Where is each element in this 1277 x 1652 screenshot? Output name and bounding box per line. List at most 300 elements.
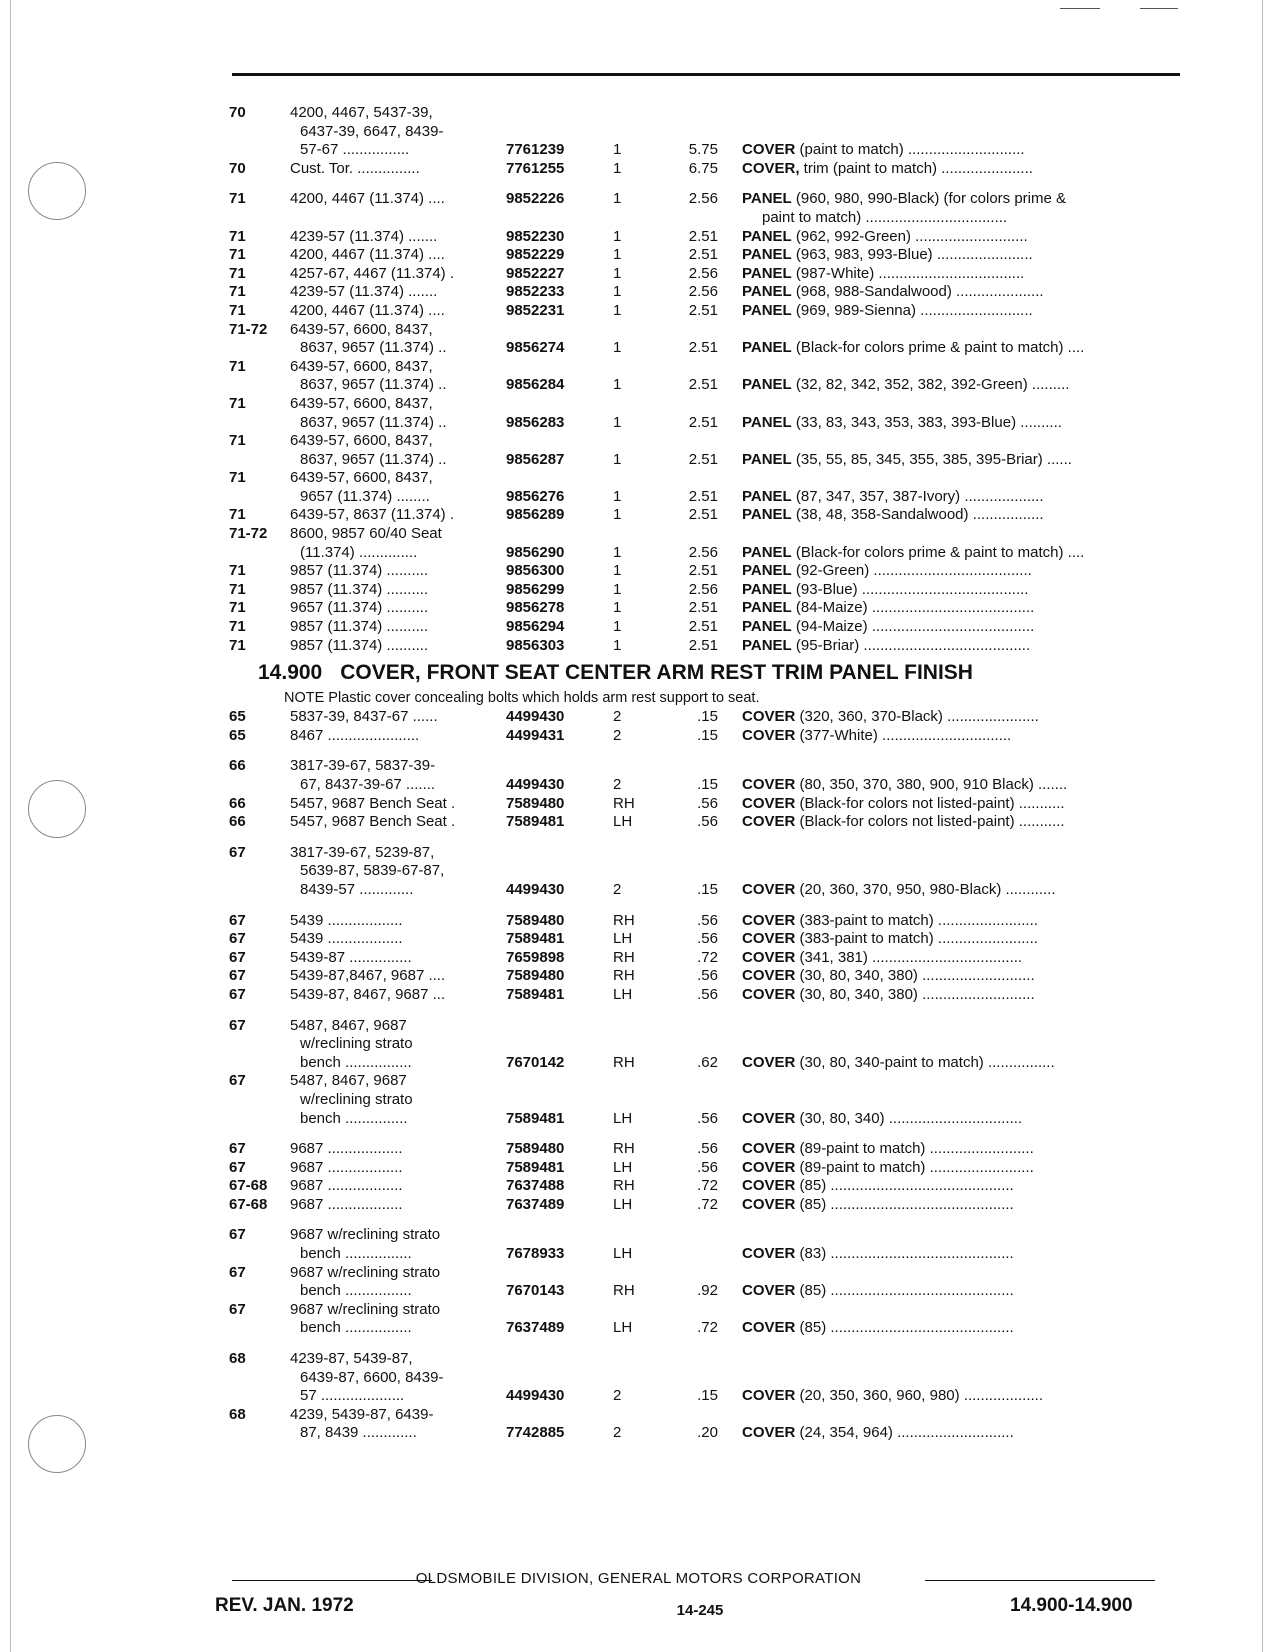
description-keyword: PANEL xyxy=(742,190,792,208)
row-spacer xyxy=(0,900,1277,912)
ref-number: 65 xyxy=(229,726,246,744)
table-row xyxy=(0,469,1277,488)
quantity: RH xyxy=(613,967,635,985)
model-numbers: Cust. Tor. ............... xyxy=(290,159,420,177)
description-text: (92-Green) ...................................... xyxy=(791,562,1032,580)
price: 2.51 xyxy=(688,413,718,431)
description xyxy=(742,1245,1180,1263)
description-keyword: COVER xyxy=(742,1053,796,1071)
model-numbers: 67, 8437-39-67 ....... xyxy=(300,776,436,793)
description-text: (32, 82, 342, 352, 382, 392-Green) ......... xyxy=(791,376,1070,394)
table-row xyxy=(0,637,1277,656)
price: 2.51 xyxy=(688,339,718,357)
quantity: LH xyxy=(613,1195,633,1213)
price: 2.51 xyxy=(688,376,718,394)
table-row xyxy=(0,1369,1277,1388)
part-number: 9852233 xyxy=(506,283,565,301)
part-number: 4499430 xyxy=(506,776,565,793)
description-text: (85) ............................................ xyxy=(795,1195,1014,1213)
part-number: 9856274 xyxy=(506,339,565,357)
cover-parts-table xyxy=(0,708,1277,1443)
part-number: 9852226 xyxy=(506,190,565,208)
price: .56 xyxy=(697,1109,718,1127)
description-keyword: COVER xyxy=(742,948,796,966)
description-keyword: COVER xyxy=(742,141,796,159)
ref-number: 71 xyxy=(229,562,246,580)
ref-number: 67-68 xyxy=(229,1177,268,1195)
table-row xyxy=(0,967,1277,986)
description-text: trim (paint to match) ...................... xyxy=(799,159,1033,177)
price: 2.51 xyxy=(688,636,718,654)
model-numbers: 5439-87 ............... xyxy=(290,948,412,966)
description-text: (20, 360, 370, 950, 980-Black) ............ xyxy=(795,880,1056,898)
table-row xyxy=(0,581,1277,600)
part-number: 9856278 xyxy=(506,599,565,617)
quantity: RH xyxy=(613,1177,635,1195)
description xyxy=(742,1387,1180,1405)
ref-number: 71-72 xyxy=(229,525,268,543)
table-row xyxy=(0,949,1277,968)
price: .72 xyxy=(697,948,718,966)
description xyxy=(742,376,1180,394)
quantity: 2 xyxy=(613,1424,622,1442)
model-numbers: 6439-57, 6600, 8437, xyxy=(290,357,433,375)
table-row xyxy=(0,339,1277,358)
model-numbers: 5487, 8467, 9687 xyxy=(290,1072,407,1090)
price: 2.51 xyxy=(688,599,718,617)
description-text: (969, 989-Sienna) ........................... xyxy=(791,301,1033,319)
model-numbers: 9687 .................. xyxy=(290,1195,403,1213)
description xyxy=(742,228,1180,246)
table-row xyxy=(0,1196,1277,1215)
part-number: 7589481 xyxy=(506,1109,565,1127)
price: .56 xyxy=(697,813,718,831)
description-keyword: COVER, xyxy=(742,159,800,177)
description-text: (962, 992-Green) ........................... xyxy=(791,227,1028,245)
model-numbers: 8600, 9857 60/40 Seat xyxy=(290,525,442,543)
price: 2.51 xyxy=(688,487,718,505)
ref-number: 67 xyxy=(229,948,246,966)
table-row xyxy=(0,757,1277,776)
description xyxy=(742,581,1180,599)
ref-number: 71 xyxy=(229,264,246,282)
model-numbers: 9687 .................. xyxy=(290,1177,403,1195)
ref-number: 67 xyxy=(229,843,246,861)
description-text: (963, 983, 993-Blue) ....................... xyxy=(791,246,1033,264)
description xyxy=(742,488,1180,506)
table-row xyxy=(0,432,1277,451)
table-row xyxy=(0,862,1277,881)
quantity: 2 xyxy=(613,1387,622,1405)
model-numbers: 4239-57 (11.374) ....... xyxy=(290,227,438,245)
top-rule xyxy=(232,73,1180,76)
price: .56 xyxy=(697,967,718,985)
description-keyword: PANEL xyxy=(742,283,792,301)
ref-number: 71-72 xyxy=(229,320,268,338)
description xyxy=(742,795,1180,813)
row-spacer xyxy=(0,178,1277,190)
model-numbers: 9857 (11.374) .......... xyxy=(290,562,429,580)
description xyxy=(742,912,1180,930)
quantity: 1 xyxy=(613,506,622,524)
description-keyword: COVER xyxy=(742,967,796,985)
model-numbers: 9657 (11.374) ........ xyxy=(300,487,430,505)
ref-number: 71 xyxy=(229,190,246,208)
table-row xyxy=(0,1387,1277,1406)
table-row xyxy=(0,1424,1277,1443)
ref-number: 71 xyxy=(229,357,246,375)
description xyxy=(742,1054,1180,1072)
parts-listing xyxy=(0,104,1277,1443)
table-row xyxy=(0,1140,1277,1159)
scan-mark xyxy=(1060,8,1100,9)
model-numbers: (11.374) .............. xyxy=(300,543,418,561)
price: .56 xyxy=(697,930,718,948)
description-keyword: PANEL xyxy=(742,562,792,580)
row-spacer xyxy=(0,832,1277,844)
description-text: (94-Maize) ....................................... xyxy=(791,618,1035,636)
model-numbers: 8637, 9657 (11.374) .. xyxy=(300,339,447,357)
model-numbers: bench ................ xyxy=(300,1053,412,1071)
part-number: 9856287 xyxy=(506,450,565,468)
price: 2.51 xyxy=(688,506,718,524)
price: .56 xyxy=(697,794,718,812)
price: .15 xyxy=(697,708,718,726)
quantity: 1 xyxy=(613,283,622,301)
description xyxy=(742,967,1180,985)
price: 2.56 xyxy=(688,264,718,282)
ref-number: 67 xyxy=(229,967,246,985)
description-text: (89-paint to match) ......................... xyxy=(795,1158,1034,1176)
table-row xyxy=(0,727,1277,746)
table-row xyxy=(0,1017,1277,1036)
part-number: 9856294 xyxy=(506,618,565,636)
description-text: (paint to match) ............................ xyxy=(795,141,1025,159)
quantity: 1 xyxy=(613,543,622,561)
ref-number: 71 xyxy=(229,227,246,245)
description xyxy=(742,1319,1180,1337)
description xyxy=(742,637,1180,655)
model-numbers: 9687 .................. xyxy=(290,1140,403,1158)
part-number: 9856289 xyxy=(506,506,565,524)
part-number: 4499430 xyxy=(506,880,565,898)
description xyxy=(742,986,1180,1004)
table-row xyxy=(0,283,1277,302)
description xyxy=(742,599,1180,617)
model-numbers: 8467 ...................... xyxy=(290,726,420,744)
description xyxy=(742,708,1180,726)
description-text: (85) ............................................ xyxy=(795,1319,1014,1337)
model-numbers: 9687 w/reclining strato xyxy=(290,1226,441,1244)
table-row xyxy=(0,1110,1277,1129)
ref-number: 71 xyxy=(229,246,246,264)
footer-company: OLDSMOBILE DIVISION, GENERAL MOTORS CORPORATION xyxy=(415,1570,862,1587)
ref-number: 67 xyxy=(229,1158,246,1176)
description xyxy=(742,190,1180,208)
part-number: 9852227 xyxy=(506,264,565,282)
price: 2.51 xyxy=(688,618,718,636)
model-numbers: 5457, 9687 Bench Seat . xyxy=(290,794,456,812)
quantity: RH xyxy=(613,1282,635,1300)
table-row xyxy=(0,525,1277,544)
table-row xyxy=(0,160,1277,179)
section-note: NOTE Plastic cover concealing bolts which holds arm rest support to seat. xyxy=(284,690,760,707)
description-keyword: COVER xyxy=(742,930,796,948)
description-keyword: COVER xyxy=(742,1282,796,1300)
model-numbers: 6439-87, 6600, 8439- xyxy=(300,1368,444,1386)
model-numbers: 4200, 4467 (11.374) .... xyxy=(290,301,445,319)
row-spacer xyxy=(0,1214,1277,1226)
quantity: LH xyxy=(613,1319,633,1337)
table-row xyxy=(0,321,1277,340)
quantity: 2 xyxy=(613,880,622,898)
table-row xyxy=(0,618,1277,637)
table-row xyxy=(0,930,1277,949)
model-numbers: 6439-57, 6600, 8437, xyxy=(290,320,433,338)
part-number: 7761255 xyxy=(506,159,565,177)
part-number: 7589481 xyxy=(506,930,565,948)
price: .72 xyxy=(697,1177,718,1195)
price: 6.75 xyxy=(688,159,718,177)
description-keyword: COVER xyxy=(742,880,796,898)
description-keyword: COVER xyxy=(742,1245,796,1263)
quantity: 2 xyxy=(613,776,622,793)
table-row xyxy=(0,1282,1277,1301)
description-keyword: COVER xyxy=(742,708,796,726)
part-number: 9856283 xyxy=(506,413,565,431)
table-row xyxy=(0,1159,1277,1178)
part-number: 7589480 xyxy=(506,911,565,929)
quantity: 1 xyxy=(613,580,622,598)
model-numbers: 8439-57 ............. xyxy=(300,880,414,898)
description-text: (38, 48, 358-Sandalwood) ................. xyxy=(791,506,1044,524)
description-keyword: COVER xyxy=(742,1195,796,1213)
description-keyword: COVER xyxy=(742,1158,796,1176)
description-keyword: COVER xyxy=(742,1177,796,1195)
description xyxy=(742,1424,1180,1442)
table-row xyxy=(0,599,1277,618)
part-number: 7589481 xyxy=(506,1158,565,1176)
description xyxy=(742,302,1180,320)
table-row xyxy=(0,209,1277,228)
part-number: 9852229 xyxy=(506,246,565,264)
price: .56 xyxy=(697,1158,718,1176)
price: 2.51 xyxy=(688,301,718,319)
part-number: 4499430 xyxy=(506,708,565,726)
part-number: 9856276 xyxy=(506,487,565,505)
price: 2.56 xyxy=(688,190,718,208)
table-row xyxy=(0,246,1277,265)
description-text: (Black-for colors prime & paint to match) .... xyxy=(791,339,1085,357)
model-numbers: 4239, 5439-87, 6439- xyxy=(290,1405,434,1423)
model-numbers: 6439-57, 8637 (11.374) . xyxy=(290,506,455,524)
quantity: 1 xyxy=(613,487,622,505)
price: 2.56 xyxy=(688,580,718,598)
table-row xyxy=(0,1319,1277,1338)
model-numbers: 5457, 9687 Bench Seat . xyxy=(290,813,456,831)
section-number: 14.900 xyxy=(258,661,323,685)
model-numbers: 4239-87, 5439-87, xyxy=(290,1350,413,1368)
description-text: (341, 381) .................................... xyxy=(795,948,1023,966)
description-text: (30, 80, 340, 380) ........................... xyxy=(795,985,1035,1003)
model-numbers: 9687 w/reclining strato xyxy=(290,1300,441,1318)
description-text: (30, 80, 340-paint to match) ................ xyxy=(795,1053,1055,1071)
price: .15 xyxy=(697,726,718,744)
part-number: 7637489 xyxy=(506,1195,565,1213)
model-numbers: 3817-39-67, 5837-39- xyxy=(290,757,436,775)
price: .15 xyxy=(697,880,718,898)
table-row xyxy=(0,1054,1277,1073)
description-keyword: COVER xyxy=(742,985,796,1003)
description-keyword: PANEL xyxy=(742,506,792,524)
price: .56 xyxy=(697,985,718,1003)
table-row xyxy=(0,123,1277,142)
description xyxy=(742,881,1180,899)
part-number: 7761239 xyxy=(506,141,565,159)
ref-number: 71 xyxy=(229,469,246,487)
description-text: paint to match) .................................. xyxy=(762,208,1008,226)
description-text: (377-White) ............................... xyxy=(795,726,1012,744)
quantity: LH xyxy=(613,1109,633,1127)
description-keyword: COVER xyxy=(742,911,796,929)
description-text: (85) ............................................ xyxy=(795,1177,1014,1195)
table-row xyxy=(0,881,1277,900)
ref-number: 71 xyxy=(229,506,246,524)
description-keyword: PANEL xyxy=(742,339,792,357)
description-text: (30, 80, 340, 380) ........................... xyxy=(795,967,1035,985)
part-number: 7589481 xyxy=(506,813,565,831)
description-keyword: PANEL xyxy=(742,636,792,654)
table-row xyxy=(0,228,1277,247)
description xyxy=(742,265,1180,283)
table-row xyxy=(0,986,1277,1005)
description-keyword: COVER xyxy=(742,1140,796,1158)
row-spacer xyxy=(0,1338,1277,1350)
description-keyword: COVER xyxy=(742,726,796,744)
price: .56 xyxy=(697,911,718,929)
model-numbers: bench ............... xyxy=(300,1109,408,1127)
description-text: (33, 83, 343, 353, 383, 393-Blue) .......... xyxy=(791,413,1062,431)
description xyxy=(742,451,1180,469)
quantity: 1 xyxy=(613,562,622,580)
model-numbers: 57 .................... xyxy=(300,1387,405,1405)
description xyxy=(742,1140,1180,1158)
quantity: 1 xyxy=(613,618,622,636)
quantity: 1 xyxy=(613,599,622,617)
description-keyword: PANEL xyxy=(742,413,792,431)
model-numbers: 4200, 4467, 5437-39, xyxy=(290,104,433,121)
ref-number: 67 xyxy=(229,985,246,1003)
model-numbers: bench ................ xyxy=(300,1319,412,1337)
description-text: (320, 360, 370-Black) ...................... xyxy=(795,708,1039,726)
description xyxy=(742,727,1180,745)
ref-number: 67 xyxy=(229,1016,246,1034)
part-number: 7589480 xyxy=(506,967,565,985)
table-row xyxy=(0,358,1277,377)
quantity: 1 xyxy=(613,636,622,654)
table-row xyxy=(0,813,1277,832)
description xyxy=(742,160,1180,178)
table-row xyxy=(0,1264,1277,1283)
quantity: RH xyxy=(613,794,635,812)
section-heading xyxy=(0,659,1277,689)
price: .72 xyxy=(697,1319,718,1337)
row-spacer xyxy=(0,1128,1277,1140)
price: 2.51 xyxy=(688,562,718,580)
ref-number: 67 xyxy=(229,1072,246,1090)
table-row xyxy=(0,1091,1277,1110)
model-numbers: 6439-57, 6600, 8437, xyxy=(290,432,433,450)
ref-number: 71 xyxy=(229,636,246,654)
description-keyword: PANEL xyxy=(742,580,792,598)
model-numbers: 4200, 4467 (11.374) .... xyxy=(290,246,445,264)
model-numbers: 6439-57, 6600, 8437, xyxy=(290,469,433,487)
ref-number: 68 xyxy=(229,1350,246,1368)
table-row xyxy=(0,1301,1277,1320)
price: 2.51 xyxy=(688,246,718,264)
ref-number: 66 xyxy=(229,813,246,831)
table-row xyxy=(0,104,1277,123)
description-text: (24, 354, 964) ............................ xyxy=(795,1424,1014,1442)
model-numbers: 4239-57 (11.374) ....... xyxy=(290,283,438,301)
table-row xyxy=(0,1177,1277,1196)
part-number: 7637489 xyxy=(506,1319,565,1337)
table-row xyxy=(0,1245,1277,1264)
price: 2.56 xyxy=(688,543,718,561)
table-row xyxy=(0,190,1277,209)
table-row xyxy=(0,302,1277,321)
ref-number: 71 xyxy=(229,618,246,636)
description-keyword: PANEL xyxy=(742,599,792,617)
price: 5.75 xyxy=(688,141,718,159)
ref-number: 67 xyxy=(229,911,246,929)
description-text: (35, 55, 85, 345, 355, 385, 395-Briar) ...... xyxy=(791,450,1072,468)
description xyxy=(742,1196,1180,1214)
row-spacer xyxy=(0,1005,1277,1017)
revision-date: REV. JAN. 1972 xyxy=(215,1595,354,1616)
description xyxy=(762,209,1180,227)
part-number: 4499430 xyxy=(506,1387,565,1405)
description-text: (89-paint to match) ......................... xyxy=(795,1140,1034,1158)
row-spacer xyxy=(0,745,1277,757)
table-row xyxy=(0,141,1277,160)
model-numbers: 4257-67, 4467 (11.374) . xyxy=(290,264,455,282)
description xyxy=(742,1110,1180,1128)
panel-parts-table xyxy=(0,104,1277,655)
quantity: 1 xyxy=(613,141,622,159)
description xyxy=(742,1282,1180,1300)
model-numbers: 5439-87, 8467, 9687 ... xyxy=(290,985,446,1003)
model-numbers: 9687 w/reclining strato xyxy=(290,1263,441,1281)
model-numbers: 8637, 9657 (11.374) .. xyxy=(300,413,447,431)
price: 2.51 xyxy=(688,227,718,245)
part-number: 9852230 xyxy=(506,227,565,245)
price: .92 xyxy=(697,1282,718,1300)
model-numbers: 9857 (11.374) .......... xyxy=(290,618,429,636)
description-text: (383-paint to match) ........................ xyxy=(795,911,1038,929)
ref-number: 67 xyxy=(229,1140,246,1158)
part-number: 7670142 xyxy=(506,1053,565,1071)
part-number: 9856299 xyxy=(506,580,565,598)
part-number: 7637488 xyxy=(506,1177,565,1195)
description-keyword: PANEL xyxy=(742,450,792,468)
table-row xyxy=(0,1072,1277,1091)
description xyxy=(742,930,1180,948)
part-number: 7659898 xyxy=(506,948,565,966)
ref-number: 67 xyxy=(229,930,246,948)
description-keyword: PANEL xyxy=(742,376,792,394)
table-row xyxy=(0,395,1277,414)
